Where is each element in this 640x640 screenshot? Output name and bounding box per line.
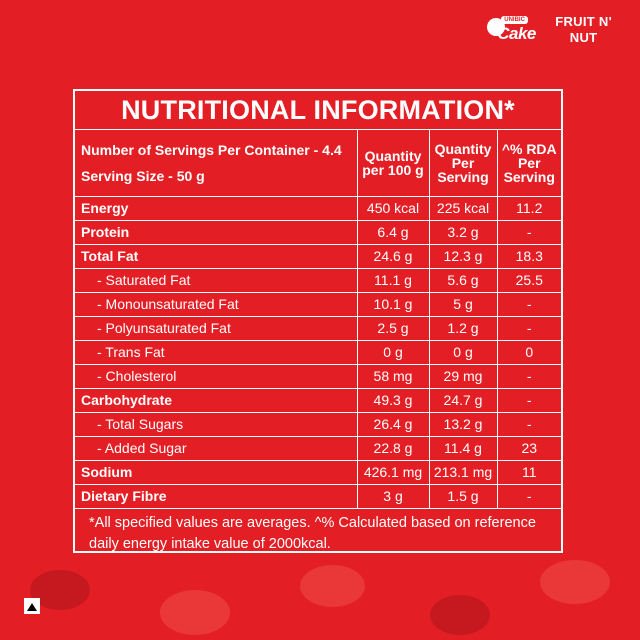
value-rda: 11 xyxy=(497,460,561,484)
warning-triangle-icon xyxy=(24,598,40,614)
value-per-serving: 3.2 g xyxy=(429,220,497,244)
col-header-rda: ^% RDA Per Serving xyxy=(497,130,561,196)
value-per-100g: 450 kcal xyxy=(357,196,429,220)
nutrient-label: - Saturated Fat xyxy=(75,268,357,292)
value-rda: - xyxy=(497,316,561,340)
logo-name: Cake xyxy=(497,24,536,43)
header-row xyxy=(75,130,561,196)
value-per-100g: 0 g xyxy=(357,340,429,364)
table-row xyxy=(75,484,561,508)
value-per-100g: 22.8 g xyxy=(357,436,429,460)
table-row xyxy=(75,220,561,244)
servings-per-container: Number of Servings Per Container - 4.4 xyxy=(81,141,342,158)
nutrient-label: - Total Sugars xyxy=(75,412,357,436)
value-rda: 18.3 xyxy=(497,244,561,268)
nutrient-label: Sodium xyxy=(75,460,357,484)
footnote: *All specified values are averages. ^% Calculated based on reference daily energy intake value of 2000kcal. xyxy=(89,514,536,552)
value-rda: - xyxy=(497,292,561,316)
value-rda: - xyxy=(497,220,561,244)
value-per-100g: 10.1 g xyxy=(357,292,429,316)
nutrient-label: Total Fat xyxy=(75,244,357,268)
unibic-cake-logo xyxy=(487,14,541,48)
value-per-serving: 5.6 g xyxy=(429,268,497,292)
panel-title: NUTRITIONAL INFORMATION* xyxy=(75,91,561,130)
value-rda: - xyxy=(497,412,561,436)
col-header-per-serving: Quantity Per Serving xyxy=(429,130,497,196)
nutrient-label: - Added Sugar xyxy=(75,436,357,460)
value-rda: - xyxy=(497,484,561,508)
nutrient-label: - Cholesterol xyxy=(75,364,357,388)
value-per-serving: 11.4 g xyxy=(429,436,497,460)
table-row xyxy=(75,292,561,316)
logo-tag: UNIBIC xyxy=(501,16,528,24)
value-per-100g: 11.1 g xyxy=(357,268,429,292)
table-row xyxy=(75,364,561,388)
nutrition-table xyxy=(75,130,561,509)
table-row xyxy=(75,340,561,364)
value-per-serving: 13.2 g xyxy=(429,412,497,436)
value-per-100g: 6.4 g xyxy=(357,220,429,244)
value-per-100g: 426.1 mg xyxy=(357,460,429,484)
nutrient-label: Carbohydrate xyxy=(75,388,357,412)
variant-line-2: NUT xyxy=(569,30,598,45)
table-row xyxy=(75,316,561,340)
nutrient-label: Energy xyxy=(75,196,357,220)
table-row xyxy=(75,244,561,268)
nutrient-label: - Trans Fat xyxy=(75,340,357,364)
value-per-100g: 26.4 g xyxy=(357,412,429,436)
value-per-100g: 3 g xyxy=(357,484,429,508)
value-per-serving: 29 mg xyxy=(429,364,497,388)
brand-header xyxy=(487,14,612,48)
nutrient-label: - Monounsaturated Fat xyxy=(75,292,357,316)
value-per-serving: 0 g xyxy=(429,340,497,364)
serving-size: Serving Size - 50 g xyxy=(81,167,205,184)
nutrient-label: Protein xyxy=(75,220,357,244)
product-variant xyxy=(555,14,612,46)
value-per-serving: 213.1 mg xyxy=(429,460,497,484)
value-per-100g: 2.5 g xyxy=(357,316,429,340)
value-per-serving: 5 g xyxy=(429,292,497,316)
table-row xyxy=(75,388,561,412)
value-per-100g: 49.3 g xyxy=(357,388,429,412)
value-per-serving: 12.3 g xyxy=(429,244,497,268)
value-per-serving: 225 kcal xyxy=(429,196,497,220)
value-per-serving: 1.2 g xyxy=(429,316,497,340)
col-header-per-100g: Quantity per 100 g xyxy=(357,130,429,196)
value-per-100g: 24.6 g xyxy=(357,244,429,268)
value-rda: 0 xyxy=(497,340,561,364)
nutrition-panel xyxy=(73,89,563,553)
nuts-decoration xyxy=(0,540,640,640)
table-row xyxy=(75,412,561,436)
value-rda: 11.2 xyxy=(497,196,561,220)
table-row xyxy=(75,196,561,220)
table-row xyxy=(75,460,561,484)
value-rda: - xyxy=(497,364,561,388)
value-per-serving: 24.7 g xyxy=(429,388,497,412)
value-per-serving: 1.5 g xyxy=(429,484,497,508)
value-rda: 25.5 xyxy=(497,268,561,292)
table-row xyxy=(75,268,561,292)
table-row xyxy=(75,436,561,460)
value-rda: 23 xyxy=(497,436,561,460)
nutrient-label: Dietary Fibre xyxy=(75,484,357,508)
value-rda: - xyxy=(497,388,561,412)
serving-info xyxy=(75,130,357,196)
variant-line-1: FRUIT N' xyxy=(555,14,612,29)
nutrient-label: - Polyunsaturated Fat xyxy=(75,316,357,340)
value-per-100g: 58 mg xyxy=(357,364,429,388)
